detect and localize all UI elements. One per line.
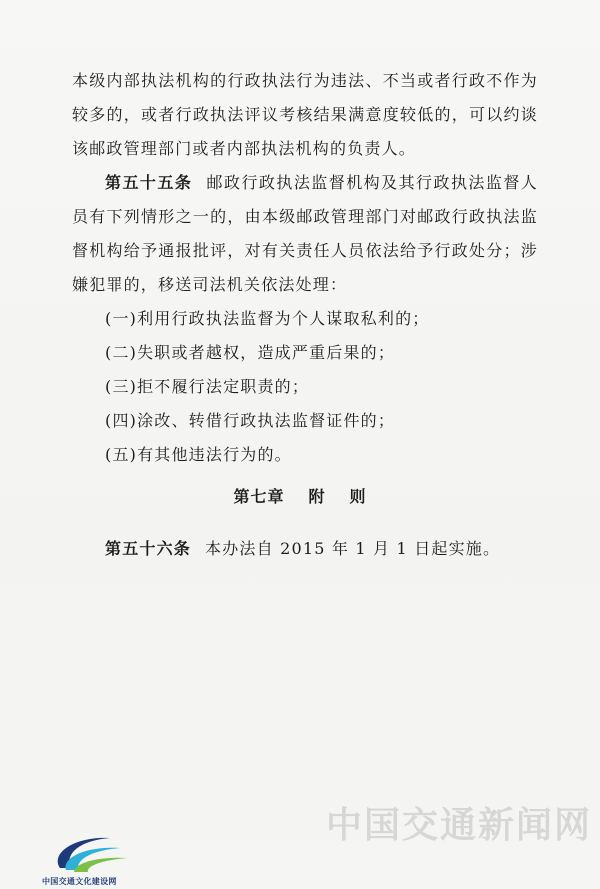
article-56-text: 本办法自 2015 年 1 月 1 日起实施。 (205, 539, 501, 558)
article-55 (72, 166, 538, 302)
logo-caption: 中国交通文化建设网 (42, 877, 117, 886)
article-56-label: 第五十六条 (105, 539, 192, 558)
article-56 (72, 532, 538, 566)
paragraph-continuation: 本级内部执法机构的行政执法行为违法、不当或者行政不作为较多的，或者行政执法评议考核结果满意度较低的，可以约谈该邮政管理部门或者内部执法机构的负责人。 (72, 71, 538, 158)
article-55-paragraph (72, 166, 538, 302)
article-56-paragraph (72, 532, 538, 566)
watermark-text: 中国交通新闻网 (326, 805, 593, 846)
item-list (72, 302, 538, 472)
chapter-title-1: 附 (308, 487, 326, 506)
text-block-top (72, 64, 538, 166)
article-55-text: 邮政行政执法监督机构及其行政执法监督人员有下列情形之一的，由本级邮政管理部门对邮政行政执法监督机构给予通报批评，对有关责任人员依法给予行政处分；涉嫌犯罪的，移送司法机关依法处理： (72, 173, 538, 294)
chapter-number: 第七章 (233, 487, 285, 506)
list-item: (一)利用行政执法监督为个人谋取私利的； (105, 309, 430, 328)
circular-swoosh-logo-icon (40, 828, 140, 878)
chapter-heading (0, 484, 600, 507)
list-item: (二)失职或者越权，造成严重后果的； (105, 343, 396, 362)
list-item: (四)涂改、转借行政执法监督证件的； (105, 411, 396, 430)
chapter-title-2: 则 (349, 487, 367, 506)
list-item: (五)有其他违法行为的。 (105, 445, 292, 464)
list-item: (三)拒不履行法定职责的； (105, 377, 310, 396)
article-55-label: 第五十五条 (105, 173, 193, 192)
